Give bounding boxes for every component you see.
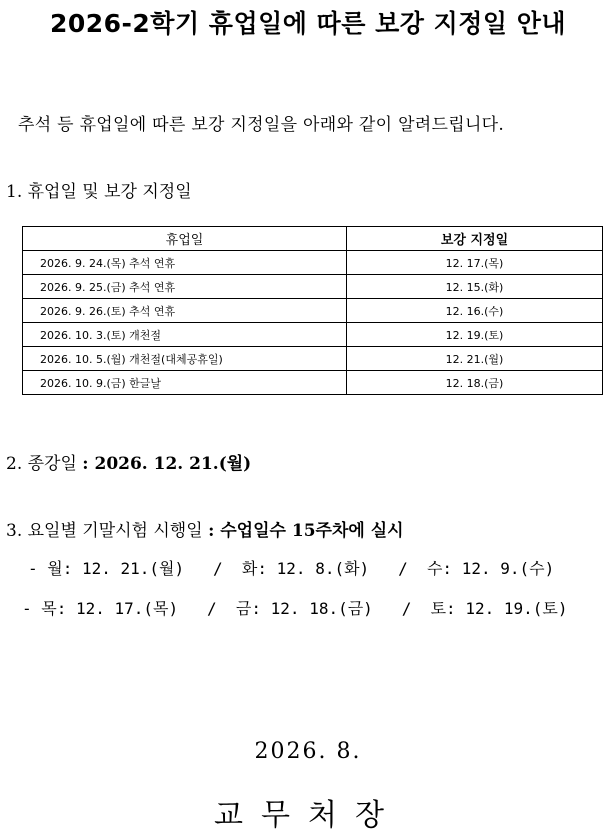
- makeup-cell: 12. 15.(화): [347, 275, 603, 299]
- intro-text: 추석 등 휴업일에 따른 보강 지정일을 아래와 같이 알려드립니다.: [18, 115, 505, 135]
- header-holiday: 휴업일: [23, 227, 347, 251]
- table-header-row: [23, 227, 603, 251]
- makeup-cell: 12. 21.(월): [347, 347, 603, 371]
- section-3-final-exams: [6, 516, 404, 541]
- holiday-cell: 2026. 10. 5.(월) 개천절(대체공휴일): [23, 347, 347, 371]
- section-1-heading: 1. 휴업일 및 보강 지정일: [6, 182, 192, 202]
- document-date: 2026. 8.: [254, 739, 362, 764]
- table-row: [23, 299, 603, 323]
- holiday-cell: 2026. 10. 3.(토) 개천절: [23, 323, 347, 347]
- makeup-cell: 12. 19.(토): [347, 323, 603, 347]
- section-3-label: 3. 요일별 기말시험 시행일: [6, 521, 209, 541]
- table-row: [23, 371, 603, 395]
- makeup-cell: 12. 16.(수): [347, 299, 603, 323]
- section-2-value: : 2026. 12. 21.(월): [82, 454, 252, 474]
- holiday-cell: 2026. 9. 24.(목) 추석 연휴: [23, 251, 347, 275]
- exam-schedule-line-1: - 월: 12. 21.(월) / 화: 12. 8.(화) / 수: 12. 9.(수): [28, 559, 555, 578]
- header-makeup-day: 보강 지정일: [347, 227, 603, 251]
- section-3-value: : 수업일수 15주차에 실시: [208, 521, 404, 541]
- holiday-cell: 2026. 9. 26.(토) 추석 연휴: [23, 299, 347, 323]
- makeup-cell: 12. 17.(목): [347, 251, 603, 275]
- table-row: [23, 323, 603, 347]
- holiday-cell: 2026. 9. 25.(금) 추석 연휴: [23, 275, 347, 299]
- issuing-office: 교무처장: [214, 798, 402, 833]
- section-2-label: 2. 종강일: [6, 454, 83, 474]
- table-row: [23, 275, 603, 299]
- table-row: [23, 251, 603, 275]
- exam-schedule-line-2: - 목: 12. 17.(목) / 금: 12. 18.(금) / 토: 12. 19.(토): [22, 599, 568, 618]
- table-row: [23, 347, 603, 371]
- makeup-cell: 12. 18.(금): [347, 371, 603, 395]
- section-2-end-of-term: [6, 449, 251, 474]
- page-title: 2026-2학기 휴업일에 따른 보강 지정일 안내: [49, 9, 567, 38]
- holiday-cell: 2026. 10. 9.(금) 한글날: [23, 371, 347, 395]
- holiday-makeup-table: [22, 226, 603, 395]
